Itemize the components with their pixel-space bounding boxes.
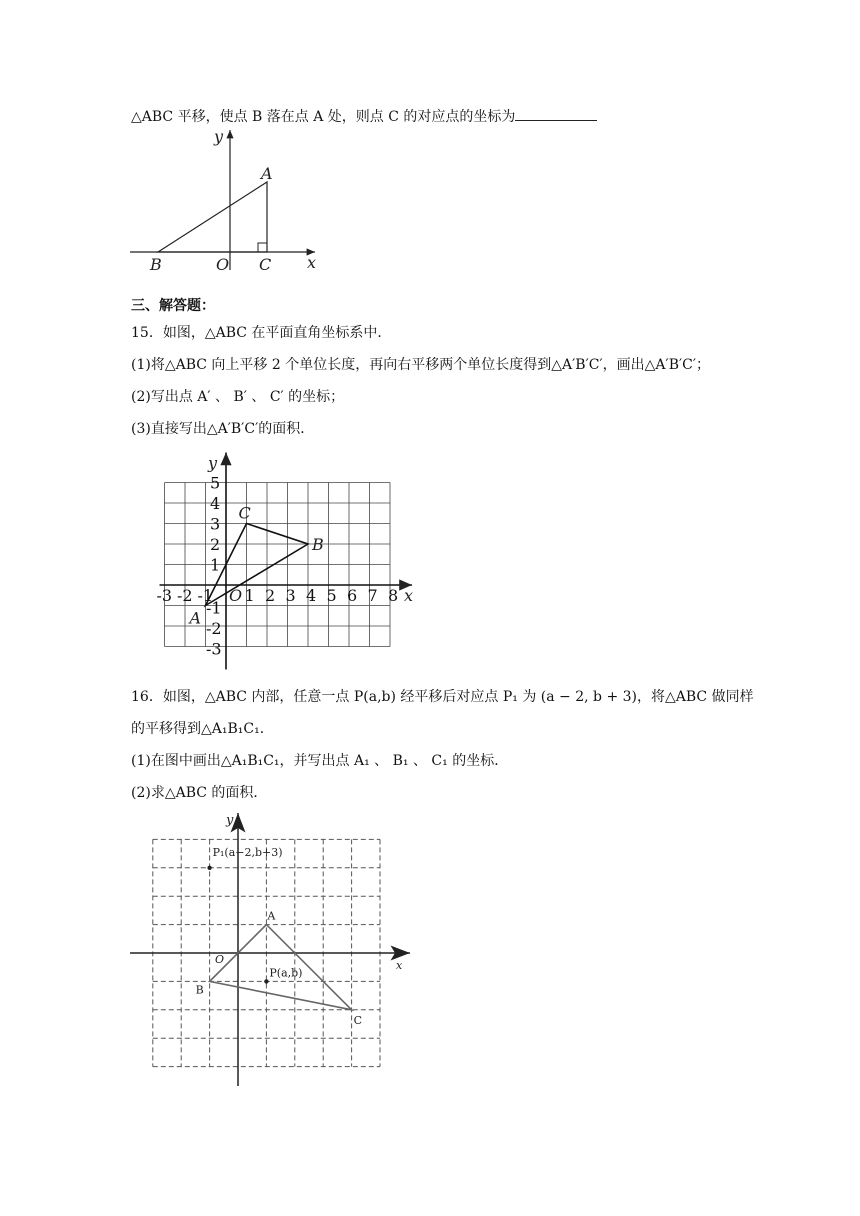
q16-part1: (1)在图中画出△A₁B₁C₁，并写出点 A₁ 、 B₁ 、 C₁ 的坐标． xyxy=(131,753,509,769)
y-tick-label: -1 xyxy=(206,598,222,618)
q15-part1: (1)将△ABC 向上平移 2 个单位长度，再向右平移两个单位长度得到△A′B′C′，画出△A′B′C′； xyxy=(131,357,711,373)
y-tick-label: -2 xyxy=(206,619,222,638)
section-heading: 三、解答题： xyxy=(131,298,215,314)
y-tick-label: 5 xyxy=(210,473,221,493)
q16-part2: (2)求△ABC 的面积． xyxy=(131,785,268,801)
x-tick-label: 8 xyxy=(388,586,399,605)
y-tick-label: 1 xyxy=(210,555,221,575)
point-a-label: A xyxy=(261,164,273,183)
point-c-label: C xyxy=(353,1013,363,1027)
figure-q14 xyxy=(125,125,325,275)
point-b-label: B xyxy=(195,983,204,997)
y-axis-label: y xyxy=(226,813,234,828)
figure-q15-grid xyxy=(140,440,420,675)
right-angle-mark xyxy=(258,243,267,252)
y-tick-label: 4 xyxy=(210,494,221,513)
point-a-label: A xyxy=(267,909,276,923)
x-tick-label: 1 xyxy=(244,586,255,605)
y-tick-label: 2 xyxy=(210,535,221,554)
point-b-label: B xyxy=(312,535,324,554)
x-axis-label: x xyxy=(307,253,317,272)
x-tick-label: 2 xyxy=(265,586,276,605)
y-tick-label: -3 xyxy=(206,639,222,659)
origin-label: O xyxy=(215,953,225,966)
x-tick-label: 5 xyxy=(326,586,337,605)
x-tick-label: 4 xyxy=(306,586,317,605)
origin-label: O xyxy=(229,586,243,605)
point-p1-label: P₁(a−2,b+3) xyxy=(212,845,283,859)
q14-text xyxy=(131,106,597,127)
x-tick-label: 3 xyxy=(285,586,296,605)
q16-line1: 16．如图，△ABC 内部，任意一点 P(a,b) 经平移后对应点 P₁ 为 (a − 2, b + 3)，将△ABC 做同样 xyxy=(131,689,754,705)
x-tick-label: -3 xyxy=(156,586,173,605)
q16-line2: 的平移得到△A₁B₁C₁． xyxy=(131,721,274,737)
point-p xyxy=(264,979,268,983)
y-axis-label: y xyxy=(208,453,218,473)
q15-part3: (3)直接写出△A′B′C′的面积． xyxy=(131,421,315,437)
point-p1 xyxy=(207,866,211,870)
y-tick-label: 3 xyxy=(210,514,221,534)
x-tick-label: 6 xyxy=(347,586,358,605)
x-axis-label: x xyxy=(396,959,403,972)
q15-part2: (2)写出点 A′ 、 B′ 、 C′ 的坐标； xyxy=(131,389,345,405)
x-tick-label: -1 xyxy=(197,586,214,605)
point-c-label: C xyxy=(259,255,272,274)
answer-blank[interactable] xyxy=(515,106,597,121)
point-b-label: B xyxy=(150,255,162,274)
x-tick-label: -2 xyxy=(177,586,193,605)
x-tick-label: 7 xyxy=(367,586,378,605)
x-axis-label: x xyxy=(404,586,414,605)
point-a-label: A xyxy=(189,608,202,628)
q14-statement: △ABC 平移，使点 B 落在点 A 处，则点 C 的对应点的坐标为 xyxy=(131,109,516,125)
point-p-label: P(a,b) xyxy=(269,966,303,980)
triangle-abc xyxy=(158,182,267,252)
q15-intro: 15．如图，△ABC 在平面直角坐标系中． xyxy=(131,325,392,341)
y-axis-label: y xyxy=(214,127,224,146)
figure-q16-grid xyxy=(125,808,415,1088)
point-c-label: C xyxy=(238,503,251,523)
origin-label: O xyxy=(216,255,230,274)
